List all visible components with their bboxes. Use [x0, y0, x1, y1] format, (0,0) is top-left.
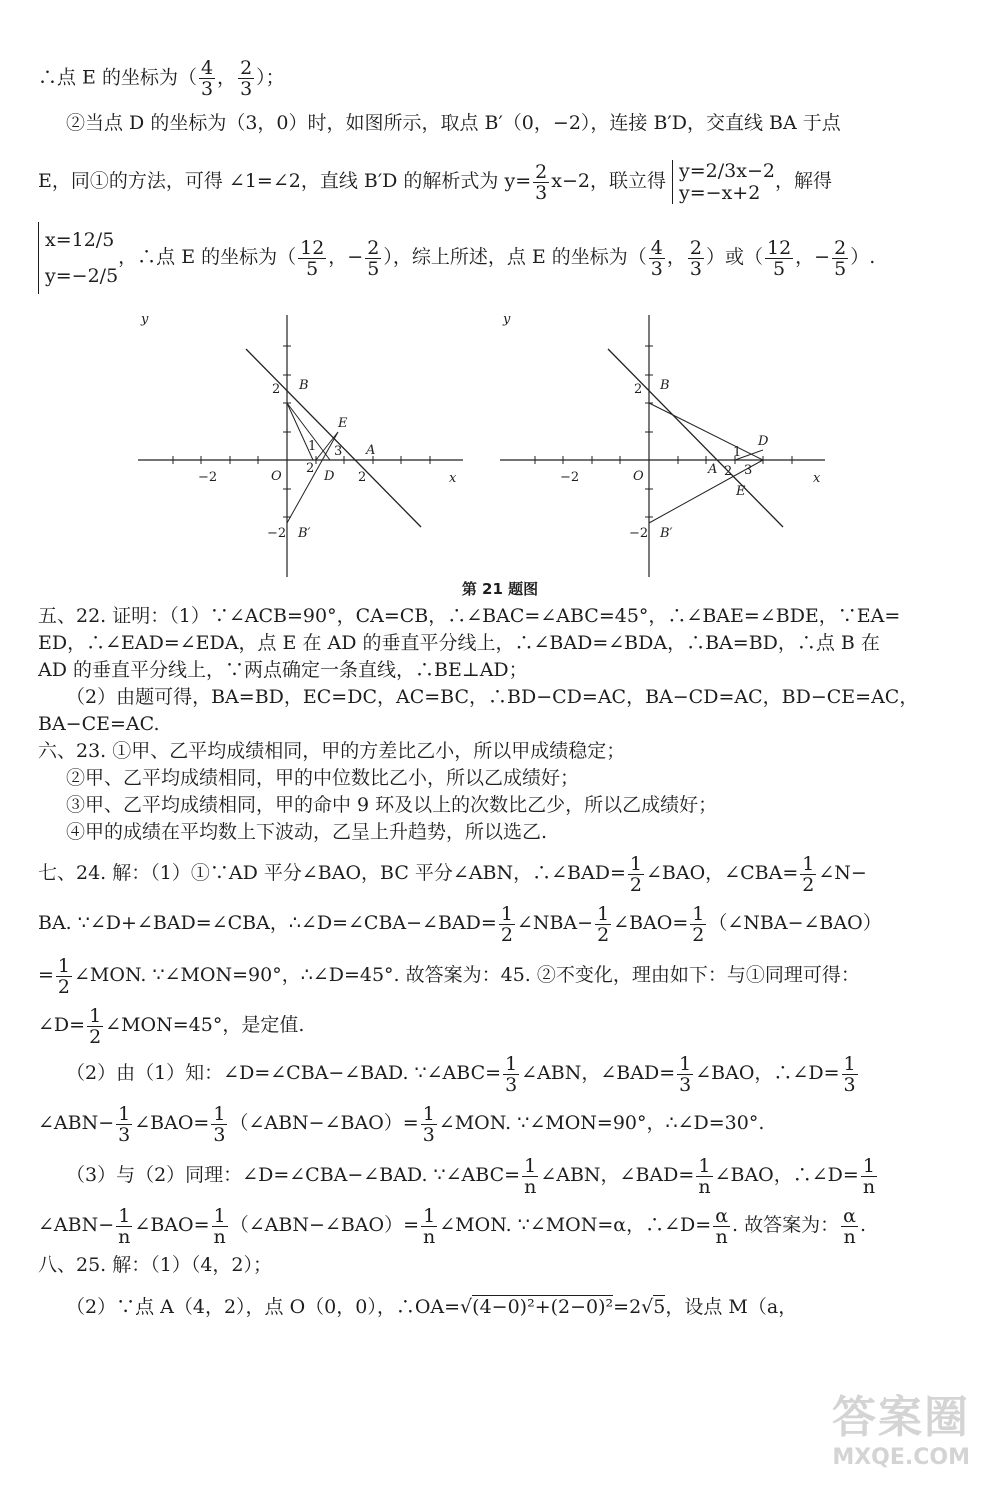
svg-text:2: 2: [358, 470, 367, 485]
sqrt-symbol: √: [641, 1296, 654, 1318]
p24-line-3: = $\frac{1}{2}$ ∠MON. ∵∠MON=90°，∴∠D=45°. 故答案为：45. ②不变化，理由如下：与①同理可得：: [38, 954, 860, 998]
equation-system: y=2/3x−2 y=−x+2: [672, 160, 775, 204]
p24-line-4: ∠D= $\frac{1}{2}$ ∠MON=45°，是定值.: [38, 1004, 305, 1048]
svg-text:−2: −2: [267, 526, 287, 541]
figure-right: [500, 312, 840, 580]
svg-text:B′: B′: [298, 526, 311, 541]
solution-system: x=12/5 y=−2/5: [38, 222, 118, 294]
p23-line-2: ②甲、乙平均成绩相同，甲的中位数比乙小，所以乙成绩好；: [66, 767, 580, 789]
svg-text:B: B: [299, 378, 309, 393]
p22-line-5: BA−CE=AC.: [38, 713, 160, 735]
svg-text:2: 2: [634, 382, 643, 397]
svg-text:3: 3: [744, 463, 753, 478]
svg-text:2: 2: [724, 464, 733, 479]
p24-line-7: （3）与（2）同理：∠D=∠CBA−∠BAD. ∵∠ABC= $\frac{1}{n}$ ∠ABN，∠BAD= $\frac{1}{n}$ ∠BAO，∴∠D= $\frac{1}{n}$: [66, 1154, 876, 1198]
p22-line-3: AD 的垂直平分线上，∵两点确定一条直线，∴BE⊥AD；: [38, 659, 528, 681]
svg-text:−2: −2: [629, 526, 649, 541]
svg-text:x: x: [813, 471, 821, 486]
sqrt-symbol: √: [460, 1296, 473, 1318]
solution-line-4: x=12/5 y=−2/5 ，∴点 E 的坐标为（ $\frac{12}{5}$ ，− $\frac{2}{5}$ ），综上所述，点 E 的坐标为（ $\frac{4}{3}$ ， $\frac{2}{3}$ ）或（ $\frac{12}{5}$ ，− $\frac{2}{5}$ ）.: [38, 215, 940, 299]
p23-line-4: ④甲的成绩在平均数上下波动，乙呈上升趋势，所以选乙.: [66, 821, 548, 843]
line-BA: [608, 349, 783, 527]
svg-text:B: B: [660, 378, 670, 393]
svg-text:2: 2: [272, 382, 281, 397]
p22-line-2: ED，∴∠EAD=∠EDA，点 E 在 AD 的垂直平分线上，∴∠BAD=∠BDA，∴BA=BD，∴点 B 在: [38, 632, 880, 654]
p22-line-4: （2）由题可得，BA=BD，EC=DC，AC=BC，∴BD−CD=AC，BA−CD=AC，BD−CE=AC，: [66, 686, 919, 708]
p25-line-2: （2）∵点 A（4，2），点 O（0，0），∴OA=√(4−0)²+(2−0)²=2√5，设点 M（a，: [66, 1296, 798, 1318]
svg-text:O: O: [271, 469, 282, 484]
svg-text:1: 1: [733, 445, 742, 460]
svg-text:−2: −2: [198, 470, 218, 485]
p24-line-1: 七、24. 解：（1）①∵AD 平分∠BAO，BC 平分∠ABN，∴∠BAD= $\frac{1}{2}$ ∠BAO，∠CBA= $\frac{1}{2}$ ∠N−: [38, 852, 867, 896]
p24-line-5: （2）由（1）知：∠D=∠CBA−∠BAD. ∵∠ABC= $\frac{1}{3}$ ∠ABN，∠BAD= $\frac{1}{3}$ ∠BAO，∴∠D= $\frac{1}{3}$: [66, 1052, 856, 1096]
p24-line-6: ∠ABN− $\frac{1}{3}$ ∠BAO= $\frac{1}{3}$ （∠ABN−∠BAO）= $\frac{1}{3}$ ∠MON. ∵∠MON=90°，∴∠D=30°.: [38, 1102, 765, 1146]
fraction: $\frac{12}{5}$: [766, 236, 792, 280]
p25-line-1: 八、25. 解：（1）（4，2）；: [38, 1254, 273, 1276]
fraction: $\frac{2}{3}$: [240, 58, 253, 99]
svg-text:x: x: [449, 471, 457, 486]
figure-left: [138, 312, 478, 580]
watermark: 答案圈 MXQE.COM: [832, 1392, 970, 1470]
svg-text:E: E: [736, 484, 746, 499]
fraction: $\frac{4}{3}$: [200, 58, 214, 99]
segment-BD: [649, 403, 763, 460]
fraction: $\frac{12}{5}$: [300, 236, 325, 280]
fraction: $\frac{2}{5}$: [367, 236, 380, 280]
fraction: $\frac{4}{3}$: [650, 236, 663, 280]
figure-caption: 第 21 题图: [461, 580, 539, 598]
svg-text:D: D: [758, 434, 769, 449]
svg-text:y: y: [503, 312, 511, 327]
p23-line-1: 六、23. ①甲、乙平均成绩相同，甲的方差比乙小，所以甲成绩稳定；: [38, 740, 626, 762]
p24-line-2: BA. ∵∠D+∠BAD=∠CBA，∴∠D=∠CBA−∠BAD= $\frac{1}{2}$ ∠NBA− $\frac{1}{2}$ ∠BAO= $\frac{1}{2}$ （∠NBA−∠BAO）: [38, 902, 882, 946]
fraction: $\frac{2}{3}$: [689, 236, 702, 280]
p24-line-8: ∠ABN− $\frac{1}{n}$ ∠BAO= $\frac{1}{n}$ （∠ABN−∠BAO）= $\frac{1}{n}$ ∠MON. ∵∠MON=α，∴∠D= $\frac{\alpha}{n}$ . 故答案为： $\frac{\alpha}{n}$ .: [38, 1204, 867, 1248]
svg-text:2: 2: [306, 461, 315, 476]
svg-text:D: D: [324, 469, 335, 484]
svg-text:A: A: [366, 443, 376, 458]
solution-line-3: E，同①的方法，可得 ∠1=∠2，直线 B′D 的解析式为 y= $\frac{2}{3}$ x−2，联立得 y=2/3x−2 y=−x+2 ，解得: [38, 160, 832, 204]
svg-text:O: O: [633, 469, 644, 484]
svg-text:3: 3: [334, 444, 343, 459]
svg-text:−2: −2: [560, 470, 580, 485]
p23-line-3: ③甲、乙平均成绩相同，甲的命中 9 环及以上的次数比乙少，所以乙成绩好；: [66, 794, 718, 816]
solution-line-1: ∴点 E 的坐标为（ $\frac{4}{3}$ ， $\frac{2}{3}$ ）；: [38, 58, 285, 99]
fraction: $\frac{2}{3}$: [535, 160, 548, 204]
svg-text:y: y: [141, 312, 149, 327]
fraction: $\frac{2}{5}$: [834, 236, 847, 280]
solution-line-2: ②当点 D 的坐标为（3，0）时，如图所示，取点 B′（0，−2），连接 B′D，交直线 BA 于点: [66, 112, 841, 134]
svg-text:E: E: [338, 416, 348, 431]
svg-text:A: A: [708, 462, 718, 477]
p22-line-1: 五、22. 证明：（1）∵∠ACB=90°，CA=CB，∴∠BAC=∠ABC=45°，∴∠BAE=∠BDE，∵EA=: [38, 605, 901, 627]
svg-text:B′: B′: [660, 526, 673, 541]
svg-text:1: 1: [308, 439, 317, 454]
